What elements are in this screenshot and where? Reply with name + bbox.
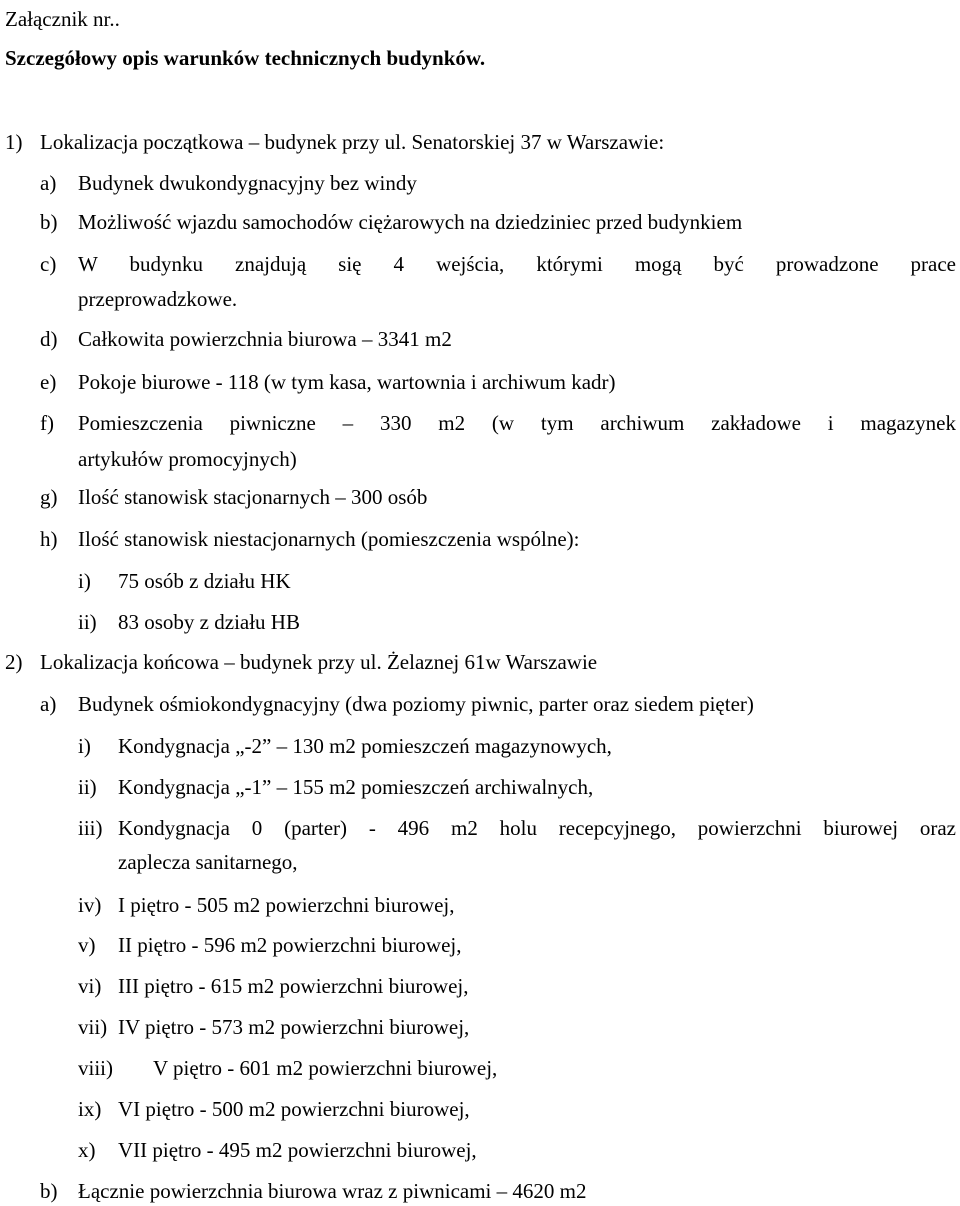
floor-label: i) — [78, 734, 91, 758]
list-item: Ilość stanowisk stacjonarnych – 300 osób — [78, 485, 428, 509]
floor-label: ix) — [78, 1097, 102, 1121]
list-label: a) — [40, 171, 57, 195]
floor-item: Kondygnacja „-1” – 155 m2 pomieszczeń archiwalnych, — [118, 775, 594, 799]
floor-item: V piętro - 601 m2 powierzchni biurowej, — [153, 1056, 498, 1080]
list-label: b) — [40, 210, 58, 234]
floor-item: III piętro - 615 m2 powierzchni biurowej, — [118, 974, 469, 998]
list-label: f) — [40, 411, 54, 435]
list-label: h) — [40, 527, 58, 551]
floor-label: iii) — [78, 816, 103, 840]
floor-label: x) — [78, 1138, 96, 1162]
floor-label: v) — [78, 933, 96, 957]
section-1-heading: Lokalizacja początkowa – budynek przy ul. Senatorskiej 37 w Warszawie: — [40, 130, 665, 154]
floor-label: viii) — [78, 1056, 113, 1080]
list-label: d) — [40, 327, 58, 351]
floor-item: VII piętro - 495 m2 powierzchni biurowej, — [118, 1138, 477, 1162]
list-item: Pokoje biurowe - 118 (w tym kasa, wartownia i archiwum kadr) — [78, 370, 616, 394]
floor-item: II piętro - 596 m2 powierzchni biurowej, — [118, 933, 462, 957]
list-item-continuation: artykułów promocyjnych) — [78, 447, 297, 471]
floor-item: I piętro - 505 m2 powierzchni biurowej, — [118, 893, 455, 917]
list-item: Budynek ośmiokondygnacyjny (dwa poziomy piwnic, parter oraz siedem pięter) — [78, 692, 754, 716]
list-label: e) — [40, 370, 57, 394]
document-title: Szczegółowy opis warunków technicznych budynków. — [5, 46, 486, 70]
floor-item: VI piętro - 500 m2 powierzchni biurowej, — [118, 1097, 470, 1121]
section-1-number: 1) — [5, 130, 23, 154]
sublist-label: i) — [78, 569, 91, 593]
sublist-label: ii) — [78, 610, 97, 634]
sublist-item: 83 osoby z działu HB — [118, 610, 300, 634]
floor-item: IV piętro - 573 m2 powierzchni biurowej, — [118, 1015, 470, 1039]
floor-item-continuation: zaplecza sanitarnego, — [118, 850, 298, 874]
list-item: Budynek dwukondygnacyjny bez windy — [78, 171, 417, 195]
floor-item: Kondygnacja „-2” – 130 m2 pomieszczeń magazynowych, — [118, 734, 612, 758]
list-item: W budynku znajdują się 4 wejścia, którymi mogą być prowadzone prace — [78, 252, 956, 276]
floor-label: iv) — [78, 893, 102, 917]
list-label: b) — [40, 1179, 58, 1203]
list-label: a) — [40, 692, 57, 716]
floor-label: vi) — [78, 974, 102, 998]
floor-item: Kondygnacja 0 (parter) - 496 m2 holu recepcyjnego, powierzchni biurowej oraz — [118, 816, 956, 840]
list-label: g) — [40, 485, 58, 509]
floor-label: ii) — [78, 775, 97, 799]
section-2-heading: Lokalizacja końcowa – budynek przy ul. Żelaznej 61w Warszawie — [40, 650, 598, 674]
section-2-number: 2) — [5, 650, 23, 674]
list-item-continuation: przeprowadzkowe. — [78, 287, 238, 311]
list-item: Pomieszczenia piwniczne – 330 m2 (w tym archiwum zakładowe i magazynek — [78, 411, 956, 435]
list-label: c) — [40, 252, 57, 276]
list-item: Całkowita powierzchnia biurowa – 3341 m2 — [78, 327, 452, 351]
list-item: Ilość stanowisk niestacjonarnych (pomieszczenia wspólne): — [78, 527, 580, 551]
sublist-item: 75 osób z działu HK — [118, 569, 291, 593]
floor-label: vii) — [78, 1015, 108, 1039]
attachment-label: Załącznik nr.. — [5, 7, 120, 31]
total-area-item: Łącznie powierzchnia biurowa wraz z piwnicami – 4620 m2 — [78, 1179, 587, 1203]
list-item: Możliwość wjazdu samochodów ciężarowych na dziedziniec przed budynkiem — [78, 210, 743, 234]
